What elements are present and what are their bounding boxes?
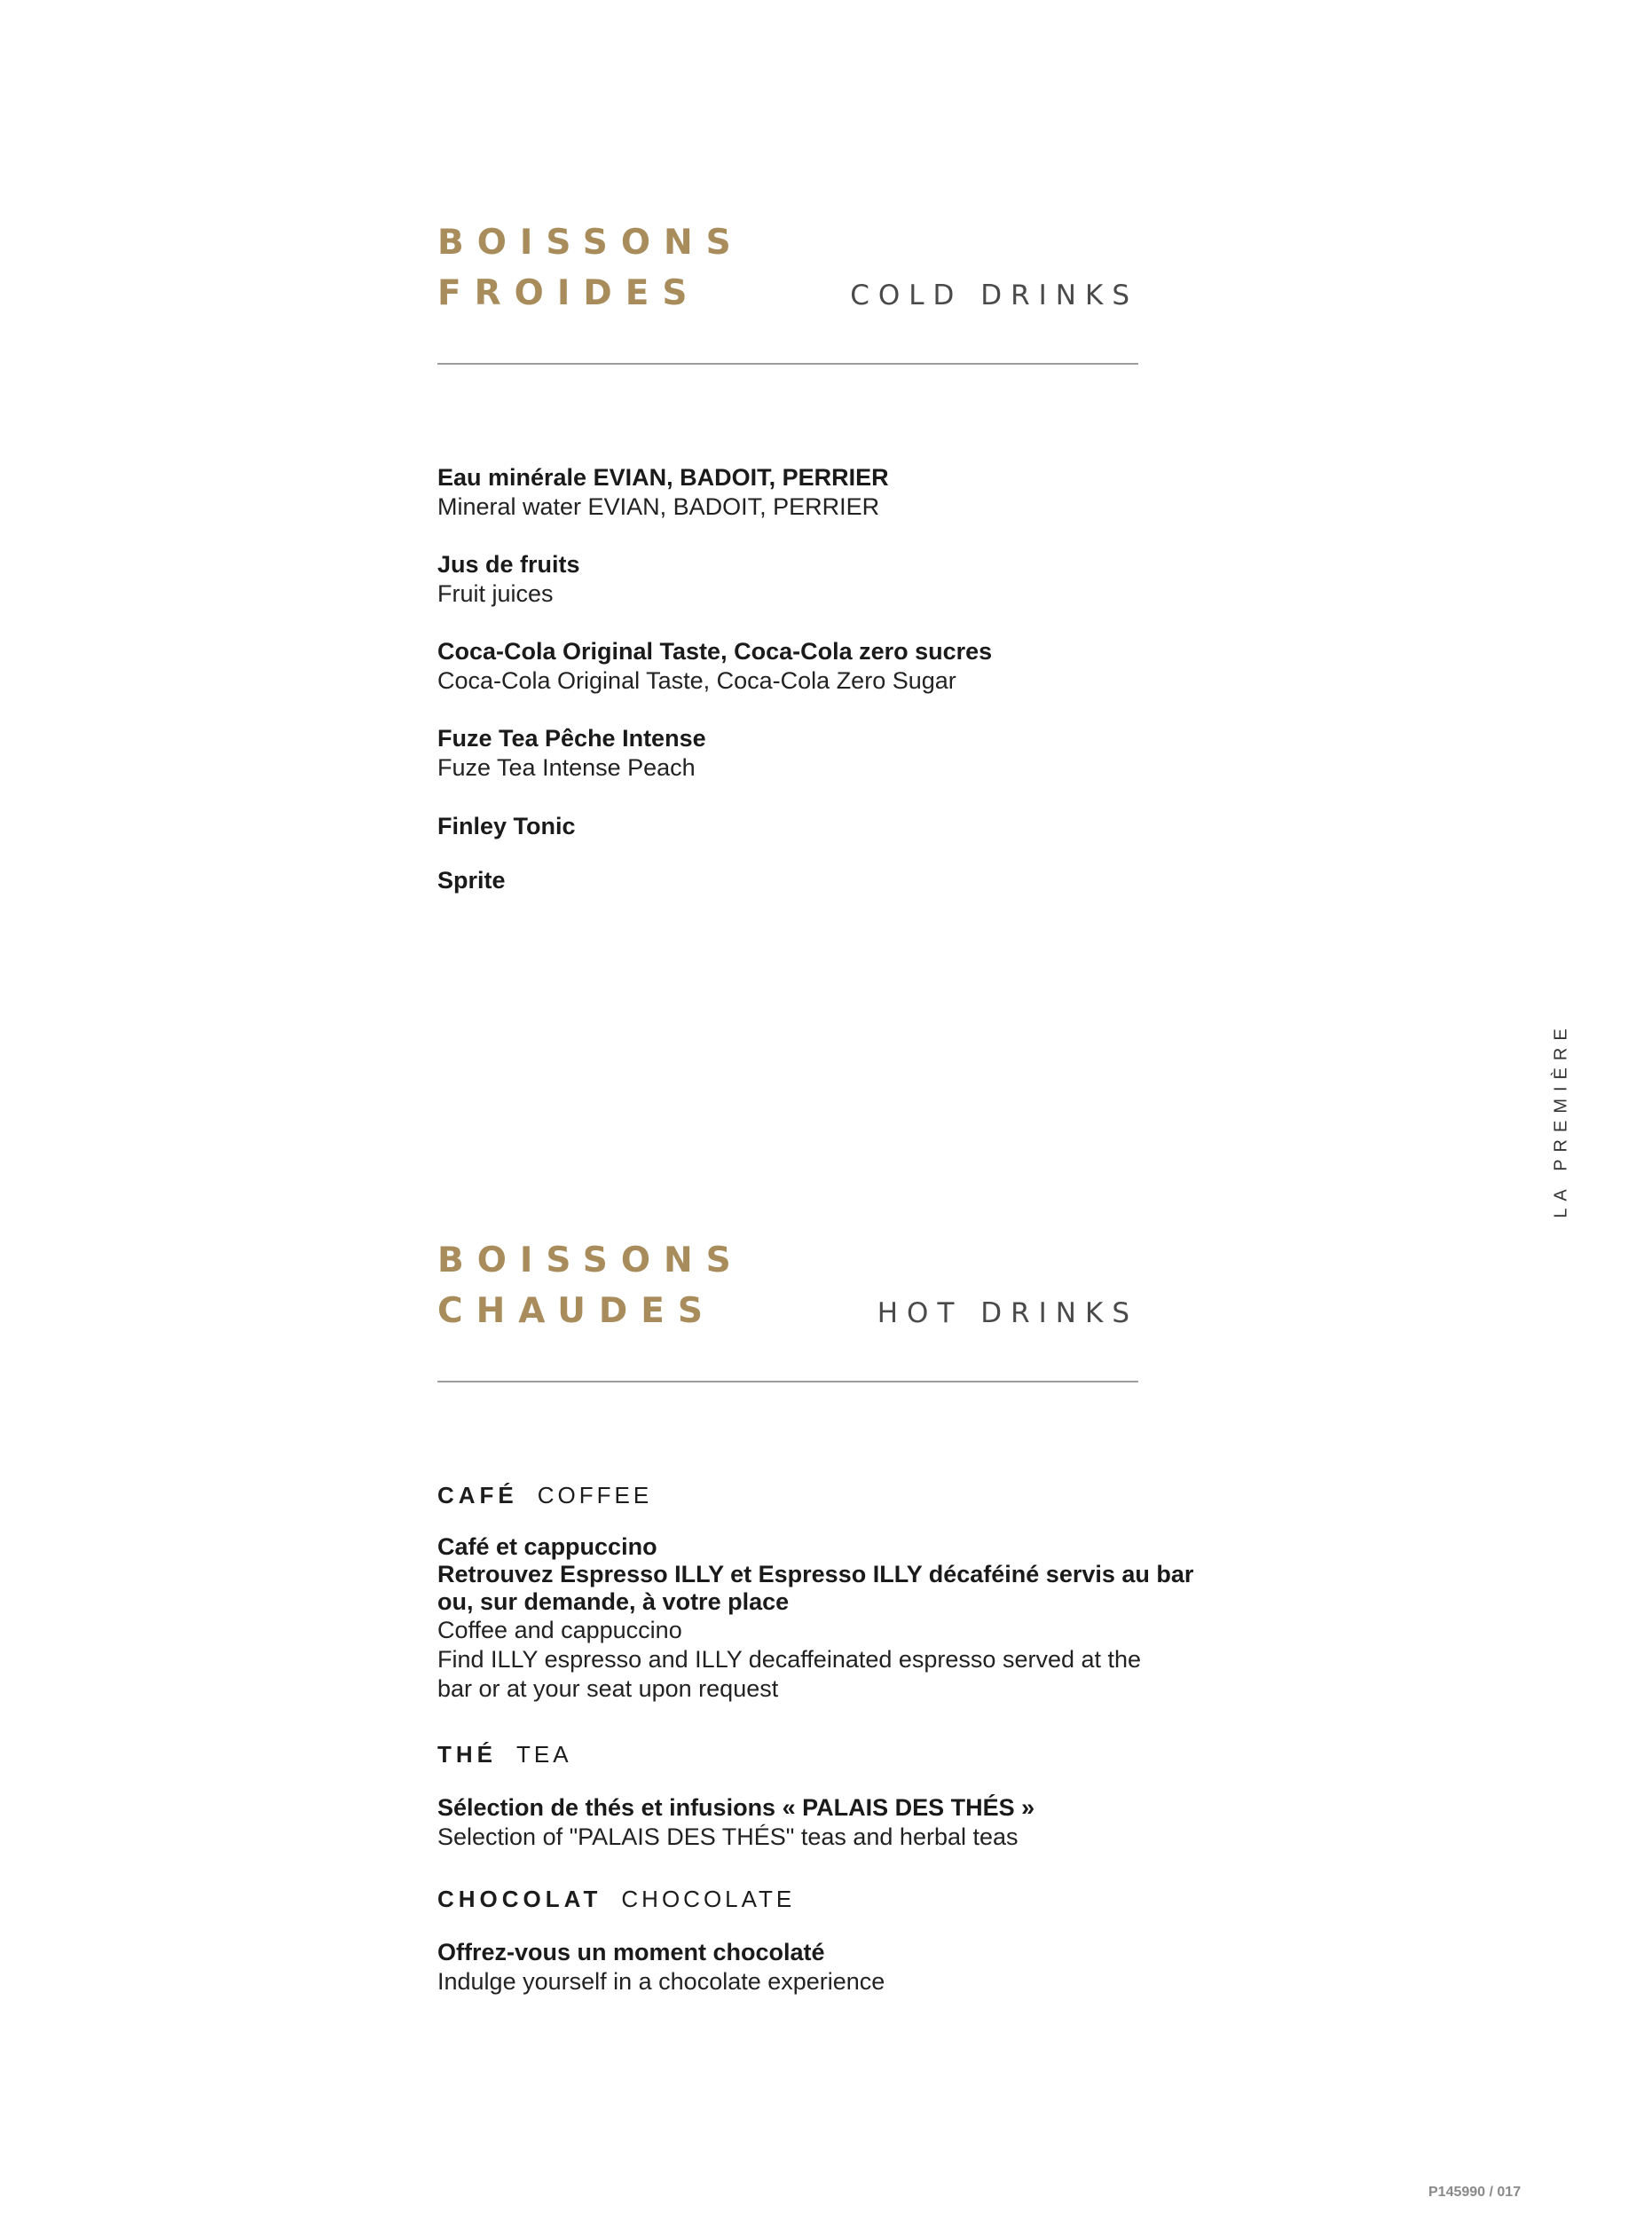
side-label: LA PREMIÈRE: [1551, 1021, 1571, 1218]
item-en: Coca-Cola Original Taste, Coca-Cola Zero Sugar: [437, 667, 956, 694]
cold-item-cola: [437, 637, 1236, 696]
hot-title-en: HOT DRINKS: [877, 1297, 1138, 1329]
tea-en: Selection of "PALAIS DES THÉS" teas and herbal teas: [437, 1823, 1019, 1850]
coffee-fr-line3: ou, sur demande, à votre place: [437, 1588, 790, 1615]
cold-item-juice: [437, 550, 1236, 609]
chocolate-fr: Offrez-vous un moment chocolaté: [437, 1939, 825, 1965]
cold-item-fuze-tea: [437, 724, 1236, 783]
item-en: Fruit juices: [437, 580, 554, 607]
tea-label-en: TEA: [516, 1741, 572, 1768]
coffee-label-fr: CAFÉ: [437, 1482, 518, 1508]
tea-label-fr: THÉ: [437, 1741, 497, 1768]
tea-item: [437, 1793, 1236, 1852]
item-fr: Sprite: [437, 867, 506, 894]
coffee-en-line1: Coffee and cappuccino: [437, 1617, 682, 1643]
item-en: Fuze Tea Intense Peach: [437, 754, 696, 781]
tea-fr: Sélection de thés et infusions « PALAIS DES THÉS »: [437, 1794, 1035, 1821]
item-fr: Finley Tonic: [437, 813, 576, 839]
hot-drinks-header: [437, 1235, 1138, 1386]
chocolate-item: [437, 1938, 1236, 1997]
cold-item-sprite: [437, 866, 1236, 895]
cold-divider: [437, 363, 1138, 365]
coffee-subheading: [437, 1481, 652, 1509]
hot-title-line1: BOISSONS: [437, 1241, 744, 1280]
item-fr: Eau minérale EVIAN, BADOIT, PERRIER: [437, 464, 889, 491]
item-fr: Coca-Cola Original Taste, Coca-Cola zero sucres: [437, 638, 993, 665]
item-fr: Fuze Tea Pêche Intense: [437, 725, 706, 752]
tea-subheading: [437, 1740, 572, 1768]
cold-item-water: [437, 463, 1236, 522]
cold-title-en: COLD DRINKS: [850, 280, 1138, 311]
chocolate-label-fr: CHOCOLAT: [437, 1886, 602, 1912]
chocolate-subheading: [437, 1885, 795, 1913]
cold-drinks-header: [437, 217, 1138, 368]
coffee-label-en: COFFEE: [537, 1482, 653, 1508]
cold-item-tonic: [437, 812, 1236, 841]
hot-title-line2: CHAUDES: [437, 1291, 717, 1331]
coffee-item: [437, 1533, 1236, 1704]
coffee-fr-line1: Café et cappuccino: [437, 1533, 657, 1560]
coffee-en-line3: bar or at your seat upon request: [437, 1675, 779, 1702]
hot-divider: [437, 1381, 1138, 1382]
chocolate-en: Indulge yourself in a chocolate experience: [437, 1968, 885, 1995]
coffee-fr-line2: Retrouvez Espresso ILLY et Espresso ILLY décaféiné servis au bar: [437, 1561, 1194, 1587]
reference-code: P145990 / 017: [1428, 2185, 1522, 2200]
cold-title-line1: BOISSONS: [437, 223, 744, 263]
item-fr: Jus de fruits: [437, 551, 580, 578]
chocolate-label-en: CHOCOLATE: [621, 1886, 796, 1912]
item-en: Mineral water EVIAN, BADOIT, PERRIER: [437, 493, 880, 520]
cold-title-line2: FROIDES: [437, 273, 701, 313]
coffee-en-line2: Find ILLY espresso and ILLY decaffeinated espresso served at the: [437, 1646, 1142, 1673]
